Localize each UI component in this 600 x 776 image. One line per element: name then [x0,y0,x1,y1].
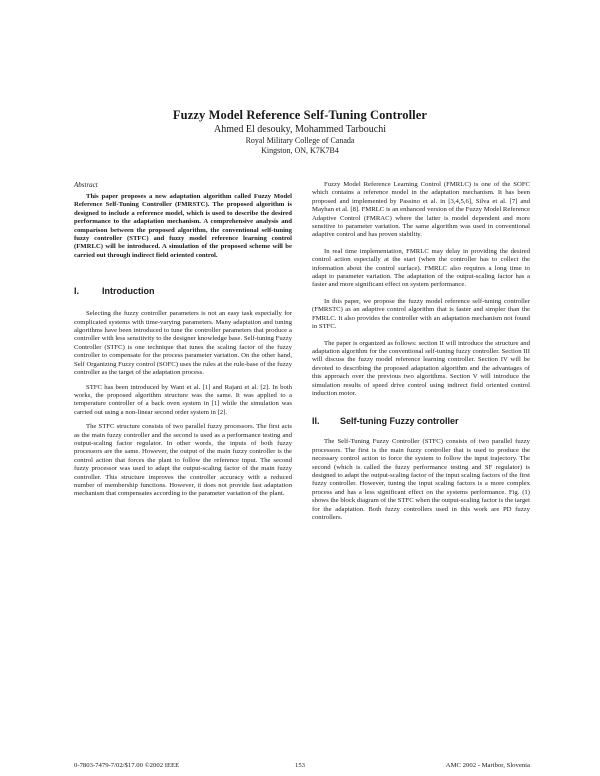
address: Kingston, ON, K7K7B4 [261,146,339,155]
right-column [312,181,530,522]
footer-page-number: 153 [294,762,306,769]
footer-venue: AMC 2002 - Maribor, Slovenia [445,762,530,769]
paragraph: In this paper, we propose the fuzzy model reference self-tuning controller (FMRSTC) as an adaptive control algorithm that is faster and simpler than the FMRLC. It also provides the controller with an adaptation mechanism not found in STFC. [312,297,530,331]
paragraph: The Self-Tuning Fuzzy Controller (STFC) consists of two parallel fuzzy processors. The first is the main fuzzy controller that is used to produce the necessary control action to force the system to follow the input trajectory. The second (which is called the fuzzy performance testing and SF regulator) is designed to adapt the output-scaling factor of the input scaling factors of the first fuzzy controller. However, tuning the input scaling factors is a more complex process and has a less significant effect on the systems performance. Fig. (1) shows the block diagram of the STFC when the output-scaling factor is the target for the adaptation. Both fuzzy controllers used in this work are PD fuzzy controllers. [312,438,530,521]
section-title: Self-tuning Fuzzy controller [340,416,459,427]
author-list: Ahmed El desouky, Mohammed Tarbouchi [213,124,387,135]
paper-title: Fuzzy Model Reference Self-Tuning Controller [172,108,428,122]
section-number: II. [312,416,320,427]
affiliation: Royal Military College of Canada [245,136,355,145]
abstract-text: This paper proposes a new adaptation algorithm called Fuzzy Model Reference Self-Tuning Controller (FMRSTC). The proposed algorithm is designed to include a reference model, which is used to describe the desired performance to the adaptation mechanism. A comprehensive analysis and comparison between the proposed algorithm, the conventional self-tuning fuzzy controller (STFC) and fuzzy model reference learning control (FMRLC) will be introduced. A simulation of the proposed scheme will be carried out through indirect field oriented control. [74,193,292,259]
section-title: Introduction [102,286,155,297]
section-number: I. [74,286,80,297]
paragraph: Fuzzy Model Reference Learning Control (FMRLC) is one of the SOFC which contains a reference model in the adaptation mechanism. It has been proposed and implemented by Passino et al. in [3,4,5,6], Silva et al. [7] and Mayhan et al. [8]. FMRLC is an enhanced version of the Fuzzy Model Reference Adaptive Control (FMRAC) where the latter is model dependent and more sensitive to parameter variation. The same algorithm was used in conventional adaptive control and has proven stability. [312,181,530,239]
abstract-heading: Abstract [74,181,98,189]
section-heading-introduction [74,286,292,296]
paragraph: STFC has been introduced by Want et al. [1] and Rajani et al. [2]. In both works, the proposed algorithm structure was the same. It was applied to a temperature controller of a back oven system in [1] while the simulation was carried out using a non-linear second order system in [2]. [74,383,292,416]
paragraph: The STFC structure consists of two parallel fuzzy processors. The first acts as the main fuzzy controller and the second is used as a performance testing and output-scaling factor regulator. In other words, the inputs of both fuzzy processors are the same. However, the output of the main fuzzy controller is the control action that forces the plant to follow the reference input. The second fuzzy processor was used to adapt the output-scaling factor of the main fuzzy controller. This structure improves the controller accuracy with a reduced number of membership functions. However, it does not provide fast adaptation mechanism that compensates according to the parameter variation of the plant. [74,423,292,498]
footer-copyright: 0-7803-7479-7/02/$17.00 ©2002 IEEE [74,762,180,769]
section-heading-self-tuning [312,416,530,426]
paragraph: In real time implementation, FMRLC may delay in providing the desired control action especially at the start (when the controller has to collect the information about the control surface). FMRLC also requires a long time to adapt to parameter variation. The adaptation of the output-scaling factor has a faster and more significant effect on system performance. [312,247,530,289]
left-column [74,181,292,499]
paragraph: Selecting the fuzzy controller parameters is not an easy task especially for complicated systems with time-varying parameters. Many adaptation and tuning algorithms have been introduced to tune the controller parameters that produce a controller with less sensitivity to the designer knowledge base. Self-tuning Fuzzy Controller (STFC) is one technique that tunes the scaling factor of the fuzzy controller to compensate for the process parameter variation. On the other hand, Self Organizing Fuzzy control (SOFC) uses the rules at the rule-base of the fuzzy controller as the target of the adaptation process. [74,310,292,377]
paragraph: The paper is organized as follows: section II will introduce the structure and adaptation algorithm for the conventional self-tuning fuzzy controller. Section III will discuss the fuzzy model reference learning controller. Section IV will be devoted to describing the proposed adaptation algorithm and the advantages of this approach over the previous two algorithms. Section V will introduce the simulation results of speed drive control using indirect field oriented control induction motor. [312,339,530,397]
